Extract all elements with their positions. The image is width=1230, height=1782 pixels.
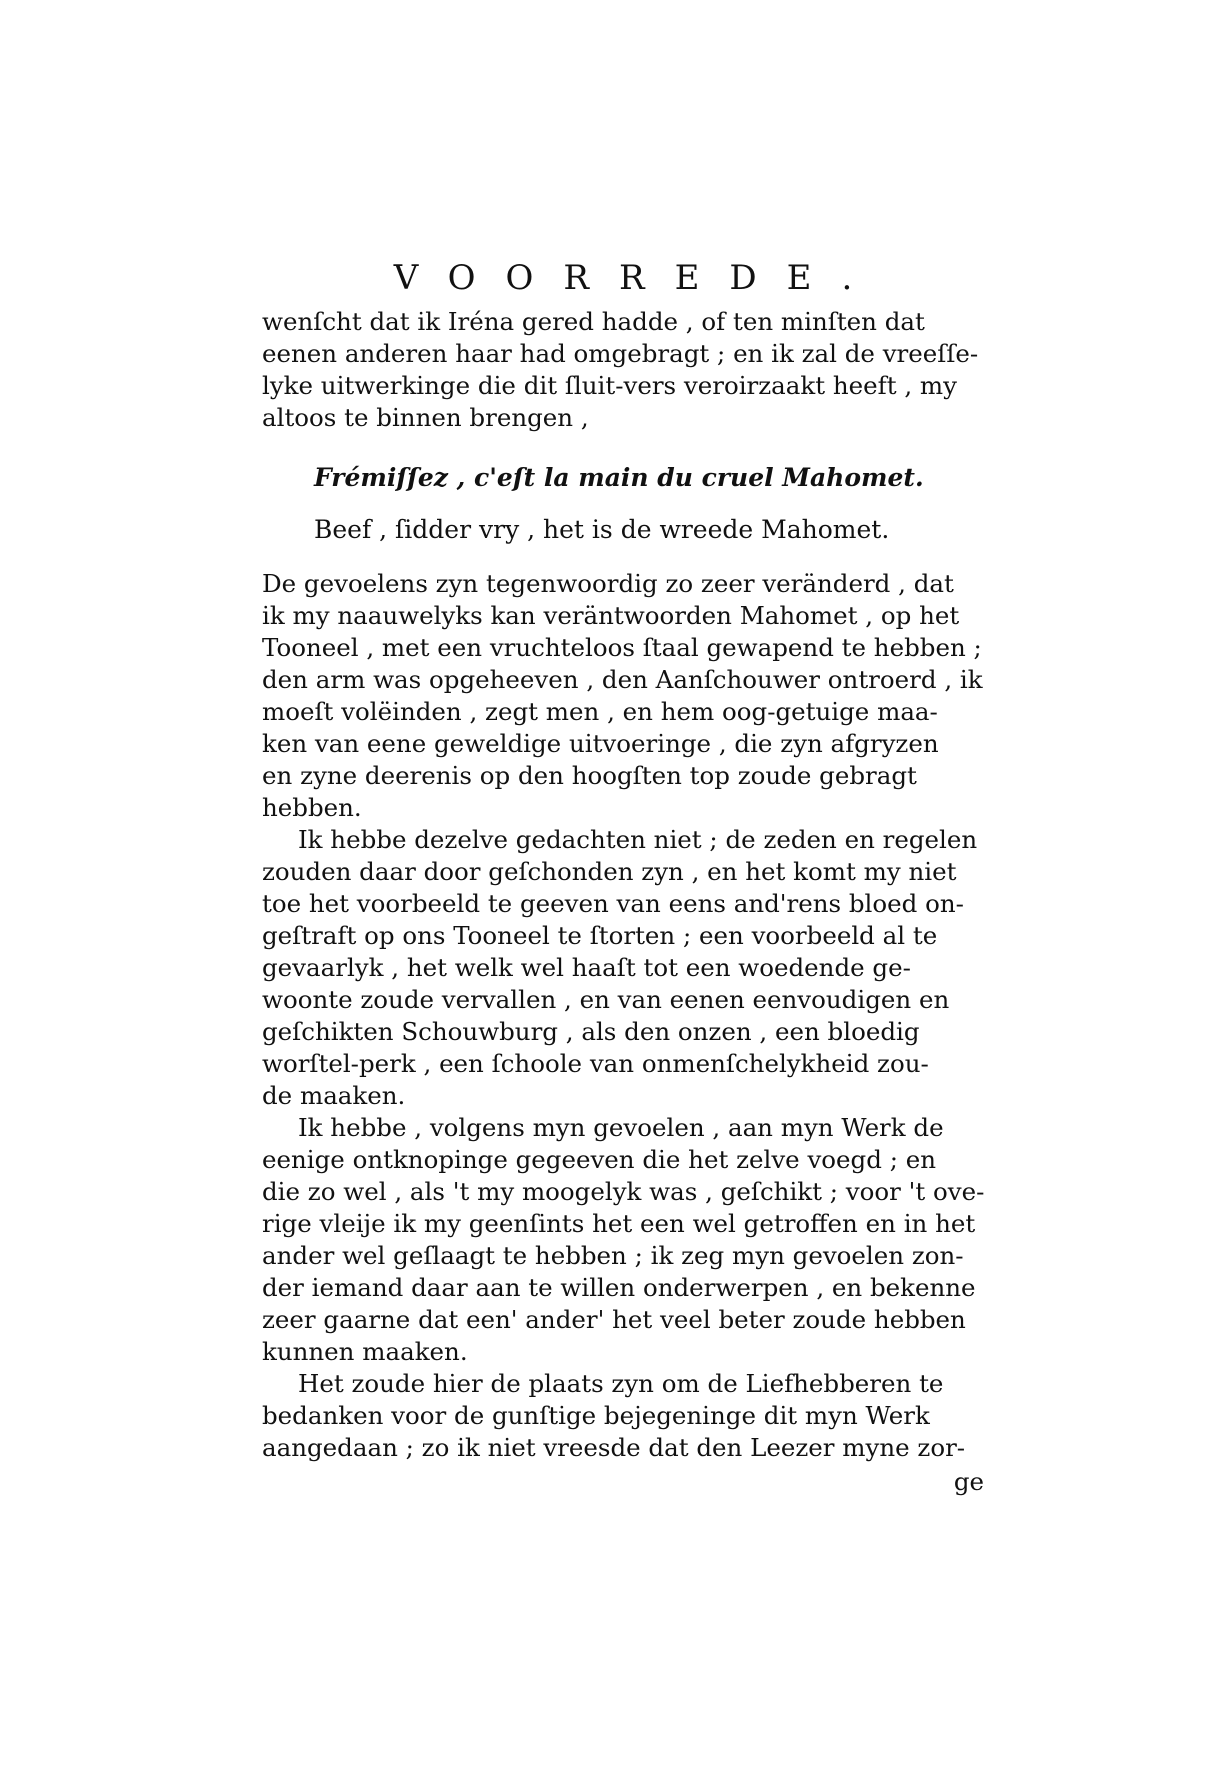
text-line: die zo wel , als 't my moogelyk was , geſchikt ; voor 't ove- (262, 1177, 985, 1206)
text-line: der iemand daar aan te willen onderwerpen , en bekenne (262, 1273, 976, 1302)
text-line: toe het voorbeeld te geeven van eens and'rens bloed on- (262, 889, 964, 918)
paragraph-1 (262, 568, 984, 824)
running-header: VOORREDE. (393, 258, 883, 298)
text-line: den arm was opgeheeven , den Aanſchouwer ontroerd , ik (262, 665, 983, 694)
text-line: rige vleije ik my geenſints het een wel getroffen en in het (262, 1209, 976, 1238)
paragraph-4 (262, 1368, 984, 1498)
text-line: ken van eene geweldige uitvoeringe , die zyn afgryzen (262, 729, 939, 758)
text-line: altoos te binnen brengen , (262, 403, 589, 432)
text-line: kunnen maaken. (262, 1337, 468, 1366)
dutch-quote: Beef , ſidder vry , het is de wreede Mahomet. (314, 515, 890, 544)
text-line: de maaken. (262, 1081, 406, 1110)
text-line: eenige ontknopinge gegeeven die het zelve voegd ; en (262, 1145, 937, 1174)
text-line: zouden daar door geſchonden zyn , en het komt my niet (262, 857, 957, 886)
text-line: moeſt volëinden , zegt men , en hem oog-getuige maa- (262, 697, 938, 726)
text-line: ik my naauwelyks kan veräntwoorden Mahomet , op het (262, 601, 960, 630)
text-line: wenſcht dat ik Iréna gered hadde , of ten minſten dat (262, 307, 925, 336)
catchword: ge (953, 1467, 984, 1496)
french-quote: Frémiſſez , c'eſt la main du cruel Mahomet. (314, 463, 924, 492)
text-line: worſtel-perk , een ſchoole van onmenſchelykheid zou- (262, 1049, 929, 1078)
opening-lines (262, 306, 984, 434)
text-line: Ik hebbe dezelve gedachten niet ; de zeden en regelen (298, 825, 978, 854)
text-line: eenen anderen haar had omgebragt ; en ik zal de vreeſſe- (262, 339, 979, 368)
text-line: lyke uitwerkinge die dit ſluit-vers veroirzaakt heeft , my (262, 371, 957, 400)
text-line: aangedaan ; zo ik niet vreesde dat den Leezer myne zor- (262, 1433, 966, 1462)
text-line: Het zoude hier de plaats zyn om de Liefhebberen te (298, 1369, 944, 1398)
text-line: geſchikten Schouwburg , als den onzen , een bloedig (262, 1017, 920, 1046)
paragraph-3 (262, 1112, 984, 1368)
text-line: hebben. (262, 793, 362, 822)
text-line: en zyne deerenis op den hoogſten top zoude gebragt (262, 761, 917, 790)
text-line: zeer gaarne dat een' ander' het veel beter zoude hebben (262, 1305, 966, 1334)
text-line: Tooneel , met een vruchteloos ſtaal gewapend te hebben ; (262, 633, 982, 662)
paragraph-2 (262, 824, 984, 1112)
text-line: woonte zoude vervallen , en van eenen eenvoudigen en (262, 985, 950, 1014)
text-line: Ik hebbe , volgens myn gevoelen , aan myn Werk de (298, 1113, 944, 1142)
text-line: bedanken voor de gunſtige bejegeninge dit myn Werk (262, 1401, 930, 1430)
text-block (262, 258, 984, 1498)
text-line: gevaarlyk , het welk wel haaſt tot een woedende ge- (262, 953, 911, 982)
text-line: ander wel geſlaagt te hebben ; ik zeg myn gevoelen zon- (262, 1241, 964, 1270)
text-line: geſtraft op ons Tooneel te ſtorten ; een voorbeeld al te (262, 921, 938, 950)
text-line: De gevoelens zyn tegenwoordig zo zeer veränderd , dat (262, 569, 954, 598)
